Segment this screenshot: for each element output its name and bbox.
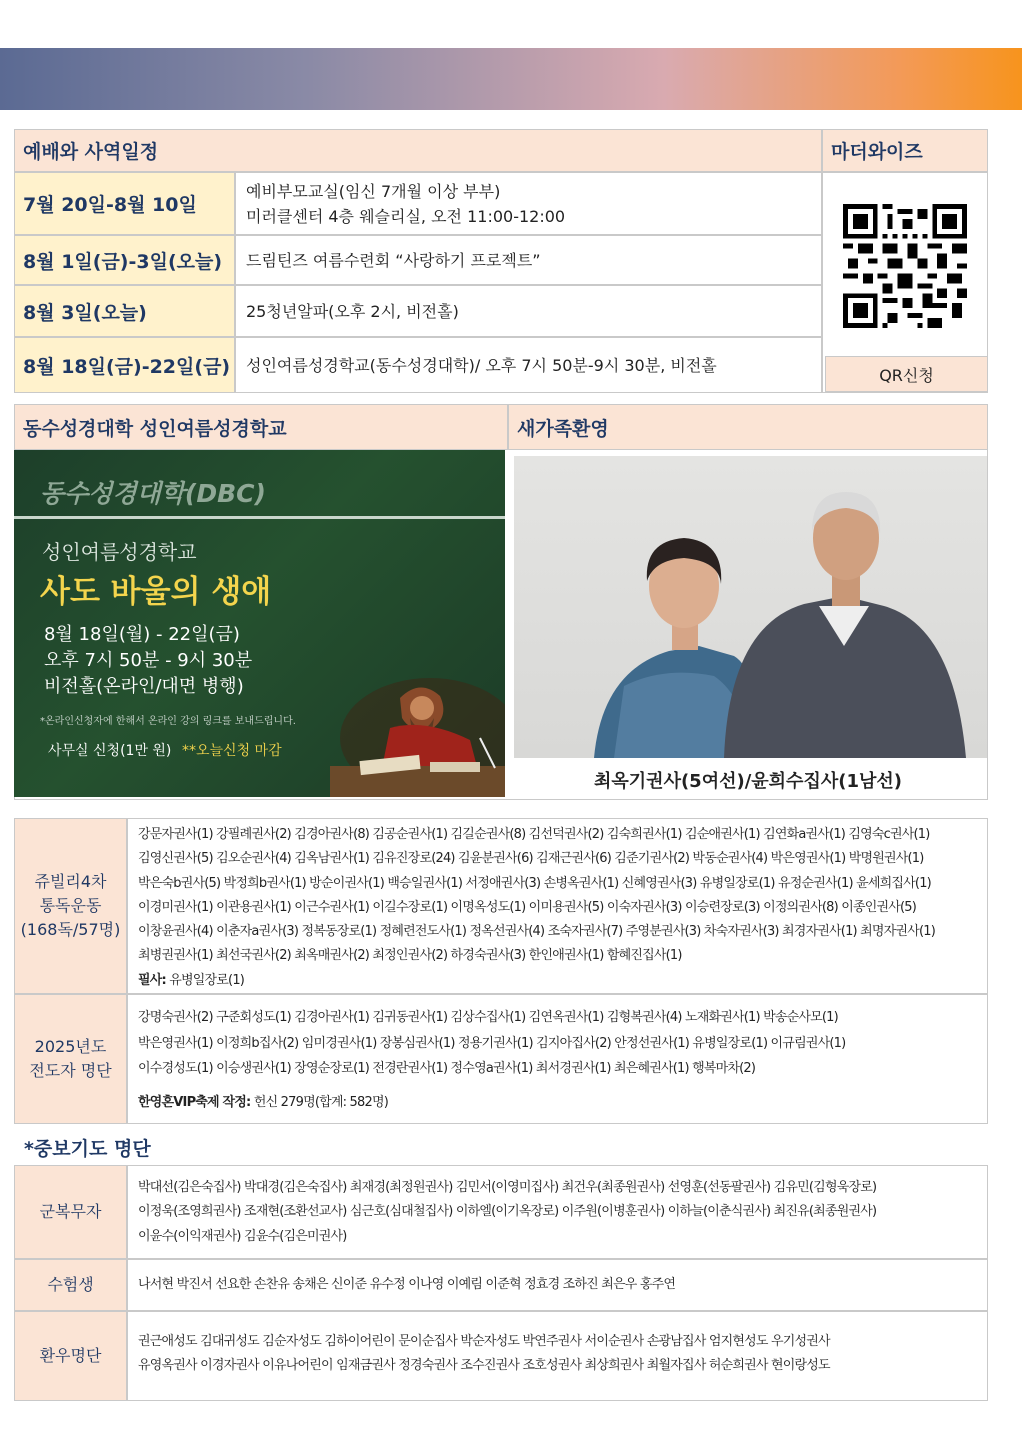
qr-apply-text: QR신청	[879, 365, 934, 385]
vip-value: 헌신 279명(합계: 582명)	[253, 1094, 388, 1110]
evangelists-label-line: 전도자 명단	[29, 1061, 112, 1080]
jubilee-line: 박은숙b권사(5) 박정희b권사(1) 방순이권사(1) 백승일권사(1) 서정애권사(3) 손병옥권사(1) 신혜영권사(3) 유병일장로(1) 유정순권사(1) 윤세희집사(1)	[138, 875, 931, 891]
poster-details	[44, 622, 252, 700]
qr-code[interactable]	[843, 204, 967, 328]
jubilee-transcribe	[138, 969, 981, 993]
jubilee-label-line: 통독운동	[39, 896, 102, 915]
schedule-date-text: 8월 1일(금)-3일(오늘)	[23, 250, 223, 273]
newfamily-title	[508, 404, 988, 450]
jubilee-label-line: 쥬빌리4차	[34, 872, 107, 891]
vip-commitment	[138, 1090, 981, 1116]
schedule-title-text: 예배와 사역일정	[23, 141, 159, 163]
sick-line: 권근애성도 김대귀성도 김순자성도 김하이어린이 문이순집사 박순자성도 박연주권사 서이순권사 손광남집사 엄지현성도 우기성권사	[138, 1334, 830, 1349]
military-line: 박대선(김은숙집사) 박대경(김은숙집사) 최재경(최정원권사) 김민서(이영미집사) 최건우(최종원권사) 선영훈(선동팔권사) 김유민(김형욱장로)	[138, 1180, 877, 1195]
poster-deadline: **오늘신청 마감	[182, 743, 282, 759]
dbc-title	[14, 404, 508, 450]
students-label-text: 수험생	[47, 1275, 94, 1294]
military-names	[127, 1165, 988, 1259]
sick-names	[127, 1311, 988, 1401]
newfamily-photo	[514, 456, 987, 758]
jubilee-label	[14, 818, 127, 994]
schedule-desc-1	[235, 172, 822, 235]
jubilee-line: 이경미권사(1) 이관용권사(1) 이근수권사(1) 이길수장로(1) 이명옥성도(1) 이미용권사(5) 이숙자권사(3) 이승련장로(3) 이정의권사(8) 이종인권사(5)	[138, 899, 917, 915]
apostle-paul-painting-icon	[330, 678, 505, 797]
poster-time: 오후 7시 50분 - 9시 30분	[44, 650, 253, 671]
poster-brand: 동수성경대학(DBC)	[40, 479, 266, 508]
jubilee-line: 김영신권사(5) 김오순권사(4) 김옥남권사(1) 김유진장로(24) 김윤분권사(6) 김재근권사(6) 김준기권사(2) 박동순권사(4) 박은영권사(1) 박명원권사(1)	[138, 851, 924, 867]
evangelists-names	[127, 994, 988, 1124]
schedule-date-4	[14, 337, 235, 393]
vip-label: 한영혼VIP축제 작정:	[138, 1094, 251, 1110]
jubilee-names	[127, 818, 988, 994]
students-label	[14, 1259, 127, 1311]
military-line: 이정욱(조영희권사) 조재현(조환선교사) 심근호(심대철집사) 이하엘(이기옥장로) 이주원(이병훈권사) 이하늘(이춘식권사) 최진유(최종원권사)	[138, 1204, 877, 1220]
schedule-desc-line: 성인여름성경학교(동수성경대학)/ 오후 7시 50분-9시 30분, 비전홀	[246, 355, 717, 375]
poster-apply: 사무실 신청(1만 원)	[48, 743, 172, 759]
jubilee-line: 이창윤권사(4) 이춘자a권사(3) 정복동장로(1) 정혜련전도사(1) 정옥선권사(4) 조숙자권사(7) 주영분권사(3) 차숙자권사(3) 최경자권사(1) 최명자권사(1)	[138, 924, 935, 940]
transcribe-value: 유병일장로(1)	[169, 972, 245, 988]
poster-date: 8월 18일(월) - 22일(금)	[44, 624, 240, 645]
evangelists-line: 강명숙권사(2) 구준회성도(1) 김경아권사(1) 김귀동권사(1) 김상수집사(1) 김연옥권사(1) 김형복권사(4) 노재화권사(1) 박송순사모(1)	[138, 1010, 838, 1025]
sick-line: 유영옥권사 이경자권사 이유나어린이 임재금권사 정경숙권사 조수진권사 조호성권사 최상희권사 최월자집사 허순희권사 현이랑성도	[138, 1358, 830, 1374]
students-names	[127, 1259, 988, 1311]
motherwise-title	[822, 129, 988, 172]
military-label-text: 군복무자	[39, 1202, 102, 1221]
dbc-poster	[14, 450, 505, 797]
students-line: 나서현 박진서 선요한 손찬유 송채은 신이준 유수정 이나영 이예림 이준혁 정효경 조하진 최은우 홍주연	[138, 1277, 676, 1292]
poster-divider	[14, 516, 505, 519]
poster-headline: 사도 바울의 생애	[40, 574, 272, 610]
newfamily-title-text: 새가족환영	[517, 417, 609, 440]
military-line: 이윤수(이익재권사) 김윤수(김은미권사)	[138, 1228, 347, 1244]
poster-subtitle: 성인여름성경학교	[42, 540, 197, 564]
evangelists-line: 이수경성도(1) 이승생권사(1) 장영순장로(1) 전경란권사(1) 정수영a권사(1) 최서경권사(1) 최은혜권사(1) 행복마차(2)	[138, 1061, 756, 1076]
dbc-title-text: 동수성경대학 성인여름성경학교	[23, 417, 287, 440]
schedule-desc-2	[235, 235, 822, 285]
sick-label-text: 환우명단	[39, 1346, 102, 1365]
schedule-date-2	[14, 235, 235, 285]
jubilee-line: 강문자권사(1) 강필례권사(2) 김경아권사(8) 김공순권사(1) 김길순권사(8) 김선덕권사(2) 김숙희권사(1) 김순애권사(1) 김연화a권사(1) 김영숙c권사(1)	[138, 827, 930, 842]
schedule-date-text: 8월 3일(오늘)	[23, 301, 147, 324]
poster-note: *온라인신청자에 한해서 온라인 강의 링크를 보내드립니다.	[40, 716, 296, 727]
evangelists-line: 박은영권사(1) 이정희b집사(2) 임미경권사(1) 장봉심권사(1) 정용기권사(1) 김지아집사(2) 안정선권사(1) 유병일장로(1) 이규림권사(1)	[138, 1035, 846, 1051]
prayer-title: *중보기도 명단	[24, 1138, 151, 1160]
evangelists-label	[14, 994, 127, 1124]
motherwise-title-text: 마더와이즈	[831, 141, 923, 163]
schedule-title	[14, 129, 822, 172]
schedule-desc-line: 25청년알파(오후 2시, 비전홀)	[246, 301, 459, 321]
sick-label	[14, 1311, 127, 1401]
schedule-date-text: 7월 20일-8월 10일	[23, 194, 197, 216]
schedule-desc-4	[235, 337, 822, 393]
poster-venue: 비전홀(온라인/대면 병행)	[44, 676, 244, 697]
couple-photo-icon	[514, 456, 987, 758]
schedule-desc-3	[235, 285, 822, 337]
jubilee-line: 최병권권사(1) 최선국권사(2) 최옥매권사(2) 최정인권사(2) 하경숙권사(3) 한인애권사(1) 함혜진집사(1)	[138, 948, 682, 964]
transcribe-label: 필사:	[138, 972, 166, 988]
evangelists-label-line: 2025년도	[34, 1037, 107, 1056]
schedule-date-1	[14, 172, 235, 235]
qr-apply-label	[825, 356, 988, 392]
schedule-desc-line: 예비부모교실(임신 7개월 이상 부부)	[246, 181, 501, 201]
top-banner	[0, 48, 1022, 110]
newfamily-caption: 최옥기권사(5여선)/윤희수집사(1남선)	[594, 771, 902, 792]
jubilee-label-line: (168독/57명)	[20, 920, 121, 939]
military-label	[14, 1165, 127, 1259]
schedule-date-3	[14, 285, 235, 337]
schedule-date-text: 8월 18일(금)-22일(금)	[23, 355, 231, 378]
schedule-desc-line: 미러클센터 4층 웨슬리실, 오전 11:00-12:00	[246, 206, 566, 226]
schedule-desc-line: 드림틴즈 여름수련회 “사랑하기 프로젝트”	[246, 250, 541, 270]
